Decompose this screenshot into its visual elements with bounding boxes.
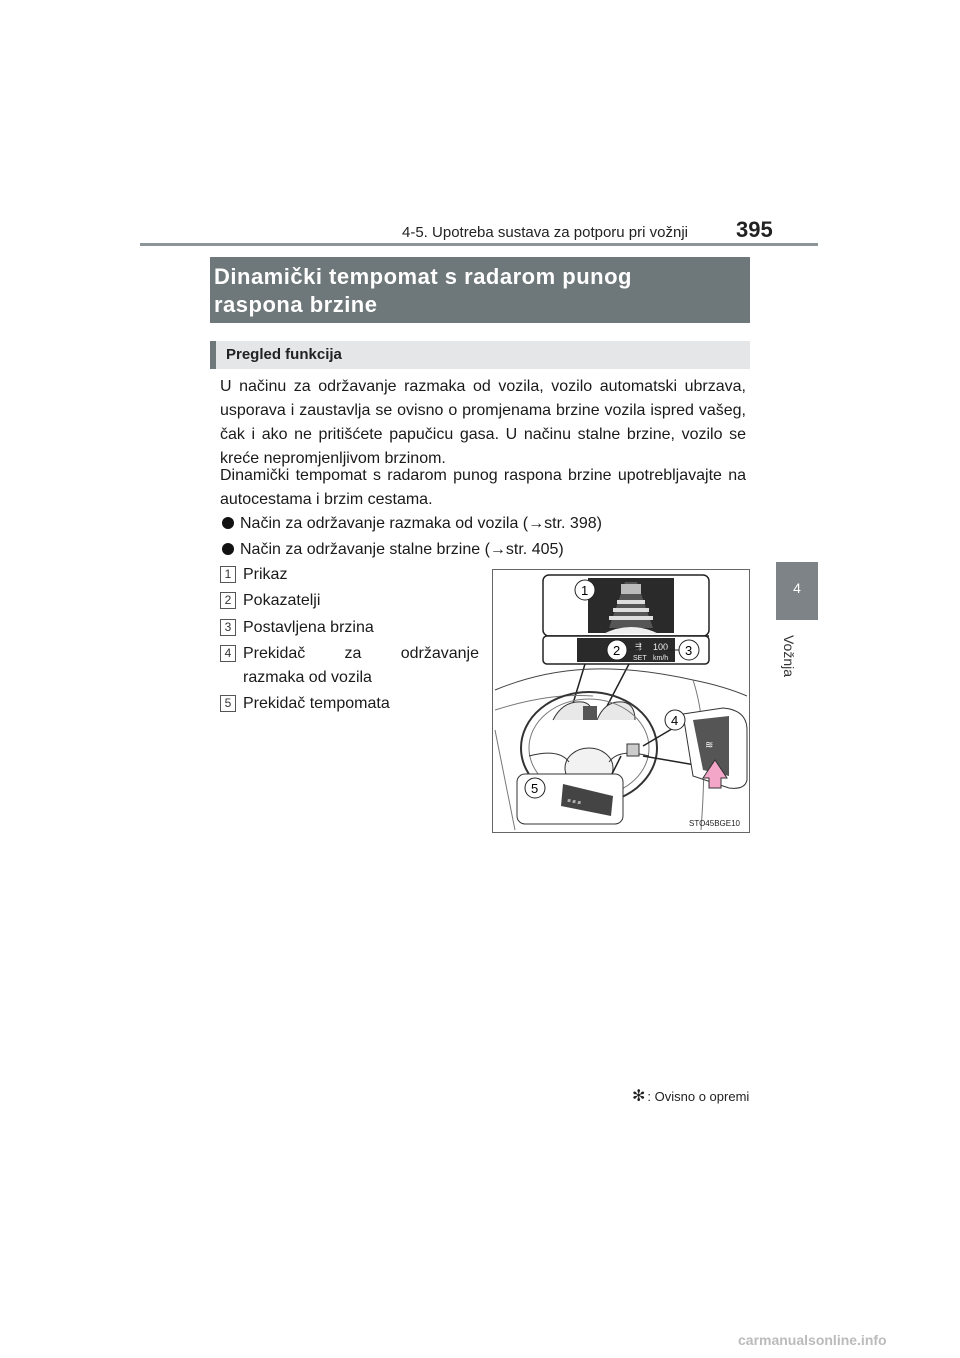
bullet-2 [222, 538, 564, 562]
set-speed-value: 100 [653, 642, 669, 652]
paragraph-2: Dinamički tempomat s radarom punog raspona brzine upotrebljavajte na autocestama i brzim cestama. [220, 467, 746, 508]
section-title: 4-5. Upotreba sustava za potporu pri vožnji [402, 224, 688, 241]
chapter-tab [776, 562, 818, 620]
bullet-2-text: Način za održavanje stalne brzine (→str. 405) [240, 541, 564, 558]
callout-4: 4 [671, 713, 679, 728]
item-number-5: 5 [220, 695, 236, 712]
subtitle: Pregled funkcija [226, 346, 342, 363]
figure-code: STO45BGE10 [689, 819, 740, 828]
distance-switch-icon: ≋ [705, 740, 714, 751]
chapter-label [780, 632, 814, 692]
subtitle-band [210, 341, 750, 369]
bullet-1-text: Način za održavanje razmaka od vozila (→str. 398) [240, 515, 602, 532]
unit-label: km/h [653, 655, 669, 662]
footnote-mark: ✻ [632, 1088, 646, 1105]
footnote-text: : Ovisno o opremi [647, 1089, 750, 1104]
subtitle-marker [210, 341, 216, 369]
watermark: carmanualsonline.info [738, 1332, 887, 1348]
paragraph-1: U načinu za održavanje razmaka od vozila, vozilo automatski ubrzava, usporava i zaustavlja se ovisno o promjenama brzine vozila ispred vašeg, čak i ako ne pritišćete papučicu gasa. U načinu stalne brzine, vozilo se kreće nepromjenljivom brzinom. [220, 378, 746, 467]
bullet-dot [222, 543, 234, 555]
set-label: SET [633, 655, 647, 662]
lever-marking: ≡ ≡ ≡ [566, 798, 582, 807]
footnote [632, 1086, 749, 1106]
cockpit-drawing [493, 570, 749, 832]
item-number-1: 1 [220, 566, 236, 583]
chapter-number: 4 [793, 580, 801, 596]
item-label-2: Pokazatelji [243, 592, 321, 609]
console-outline [495, 730, 515, 830]
header-divider [140, 243, 818, 246]
item-label-4-line2: razmaka od vozila [243, 669, 372, 686]
page-title [214, 263, 734, 319]
chapter-label-text: Vožnja [781, 634, 798, 678]
item-number-4: 4 [220, 645, 236, 662]
dashboard-outline [495, 669, 747, 696]
callout-3: 3 [685, 643, 693, 658]
lead-vehicle-icon [621, 584, 641, 594]
item-number-2: 2 [220, 592, 236, 609]
callout-5: 5 [531, 781, 539, 796]
wheel-switch [627, 744, 639, 756]
callout-2: 2 [613, 643, 621, 658]
distance-icon: ⇶ [635, 642, 642, 651]
item-label-5: Prekidač tempomata [243, 695, 390, 712]
item-label-4-line1: Prekidač za održavanje [243, 645, 479, 662]
page-number: 395 [736, 217, 773, 242]
title-band [210, 257, 750, 323]
item-label-1: Prikaz [243, 566, 288, 583]
cluster-display [583, 706, 597, 720]
item-label-3: Postavljena brzina [243, 619, 374, 636]
bullet-1 [222, 512, 602, 536]
page-title-line1: Dinamički tempomat s radarom punog [214, 264, 632, 289]
callout-1: 1 [581, 583, 589, 598]
bullet-dot [222, 517, 234, 529]
cockpit-illustration [492, 569, 750, 833]
steering-spoke [529, 753, 569, 762]
distance-bar [613, 608, 649, 612]
distance-bar [617, 600, 645, 604]
page-title-line2: raspona brzine [214, 292, 378, 317]
distance-bar [609, 616, 653, 620]
item-number-3: 3 [220, 619, 236, 636]
